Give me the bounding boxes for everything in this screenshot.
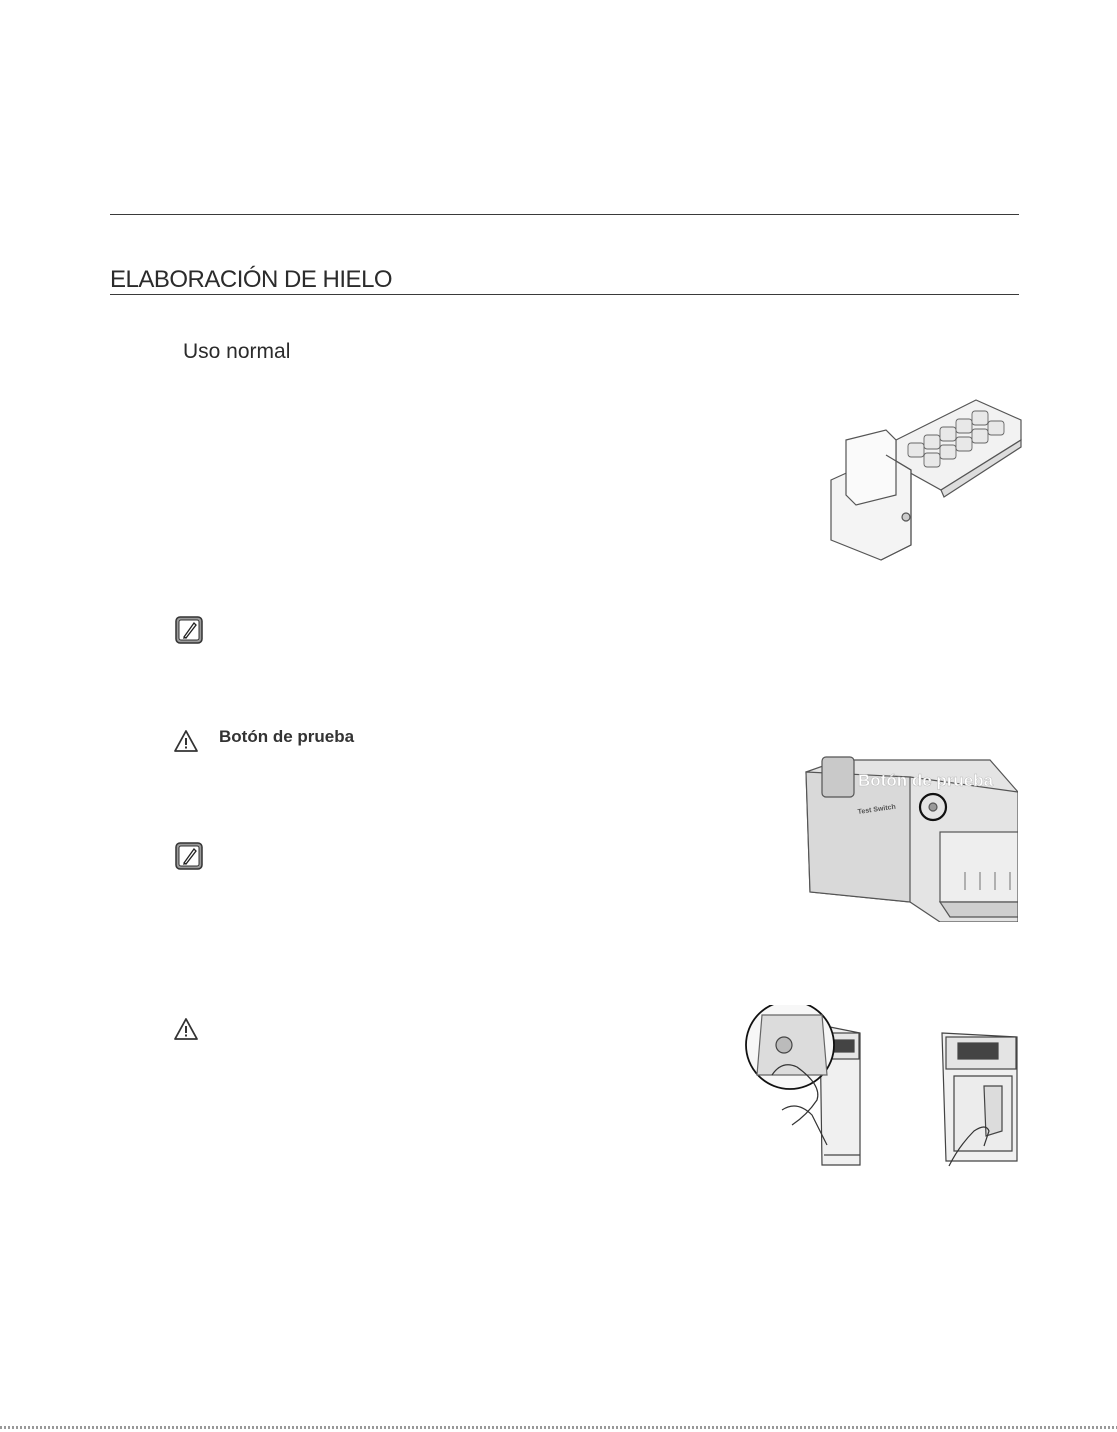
dispenser-panel-press-illustration: [742, 1005, 862, 1170]
normal-use-heading: Uso normal: [183, 340, 291, 363]
dispenser-panel-illustration: [924, 1031, 1019, 1171]
section-title: ELABORACIÓN DE HIELO: [110, 266, 393, 293]
note-pencil-icon: [175, 842, 203, 870]
top-divider: [110, 214, 1019, 215]
page-footer-edge: [0, 1426, 1117, 1429]
test-switch-illustration: [800, 752, 1018, 922]
note-pencil-icon: [175, 616, 203, 644]
test-button-heading: Botón de prueba: [219, 727, 355, 746]
test-button-callout: Botón de prueba: [858, 771, 994, 790]
title-underline: [110, 294, 1019, 295]
test-switch-label: Test Switch: [857, 803, 897, 816]
warning-triangle-icon: [173, 729, 199, 753]
warning-triangle-icon: [173, 1017, 199, 1041]
ice-maker-illustration: [826, 395, 1026, 565]
